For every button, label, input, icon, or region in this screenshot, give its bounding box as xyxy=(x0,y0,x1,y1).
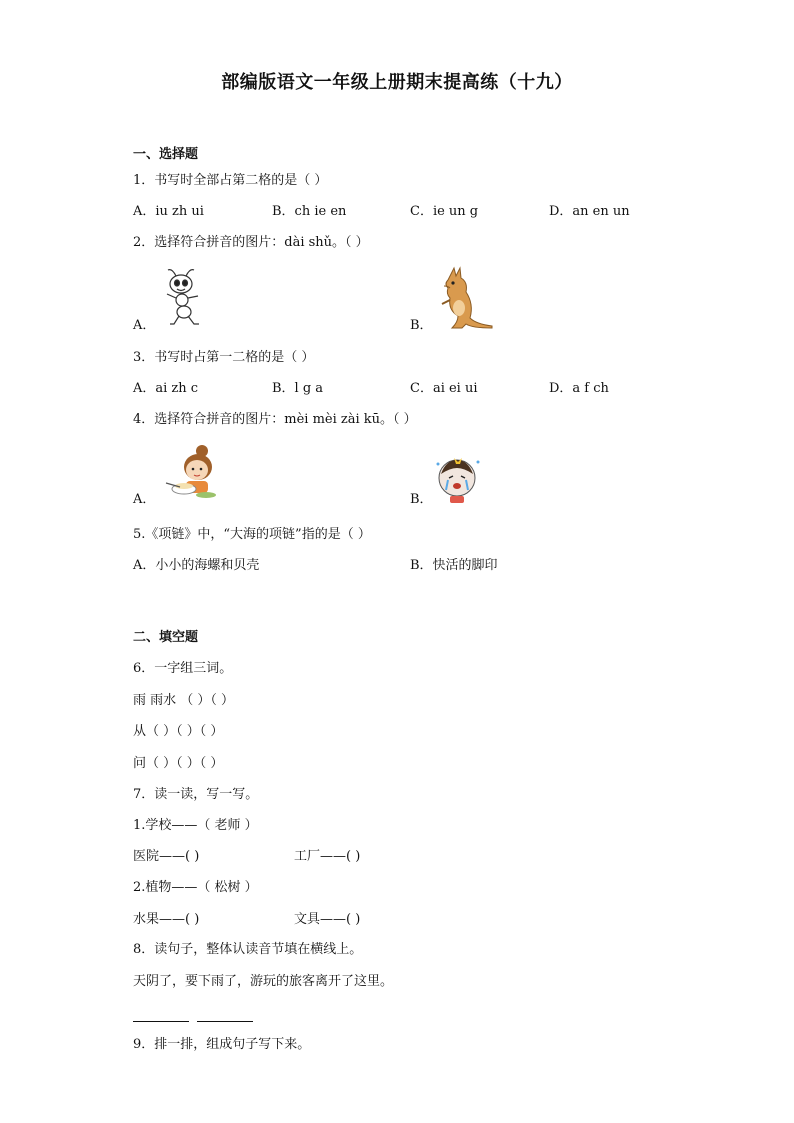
question-4-option-a[interactable]: A． xyxy=(133,492,156,507)
question-6-line-3[interactable]: 问（ ）（ ）（ ） xyxy=(133,756,224,771)
question-1-option-a[interactable]: A．iu zh ui xyxy=(133,204,204,219)
question-5-option-b[interactable]: B．快活的脚印 xyxy=(410,558,498,573)
question-7-stem: 7．读一读，写一写。 xyxy=(133,787,259,802)
section-heading-fill-in: 二、填空题 xyxy=(133,630,199,645)
question-9-stem: 9．排一排，组成句子写下来。 xyxy=(133,1037,311,1052)
question-7-blank-fruit[interactable]: 水果——( ) xyxy=(133,912,200,927)
question-2-option-a[interactable]: A． xyxy=(133,318,156,333)
question-5-stem: 5.《项链》中，“大海的项链”指的是（ ） xyxy=(133,527,371,542)
question-8-answer-lines[interactable] xyxy=(133,1004,253,1022)
question-6-line-2[interactable]: 从（ ）（ ）（ ） xyxy=(133,724,224,739)
question-3-option-d[interactable]: D．a f ch xyxy=(549,381,609,396)
question-3-option-a[interactable]: A．ai zh c xyxy=(133,381,199,396)
question-7-blank-factory[interactable]: 工厂——( ) xyxy=(294,849,361,864)
question-7-example-1: 1.学校——（ 老师 ） xyxy=(133,818,258,833)
page-title: 部编版语文一年级上册期末提高练（十九） xyxy=(221,72,573,93)
question-5-option-a[interactable]: A．小小的海螺和贝壳 xyxy=(133,558,260,573)
question-7-blank-stationery[interactable]: 文具——( ) xyxy=(294,912,361,927)
question-8-stem: 8．读句子，整体认读音节填在横线上。 xyxy=(133,942,363,957)
question-3-option-c[interactable]: C．ai ei ui xyxy=(410,381,478,396)
question-1-option-b[interactable]: B．ch ie en xyxy=(272,204,347,219)
question-2-stem: 2．选择符合拼音的图片：dài shǔ。（ ） xyxy=(133,235,369,250)
question-2-option-b[interactable]: B． xyxy=(410,318,433,333)
section-heading-choice: 一、选择题 xyxy=(133,147,199,162)
question-3-option-b[interactable]: B．l g a xyxy=(272,381,324,396)
question-6-stem: 6．一字组三词。 xyxy=(133,661,233,676)
kangaroo-cartoon-image[interactable] xyxy=(432,264,496,330)
question-1-option-c[interactable]: C．ie un g xyxy=(410,204,479,219)
question-8-sentence: 天阴了，要下雨了，游玩的旅客离开了这里。 xyxy=(133,974,394,989)
question-4-stem: 4．选择符合拼音的图片：mèi mèi zài kū。（ ） xyxy=(133,412,417,427)
ant-cartoon-image[interactable] xyxy=(162,266,206,328)
answer-blank-1[interactable] xyxy=(133,1007,189,1022)
question-7-example-2: 2.植物——（ 松树 ） xyxy=(133,880,258,895)
answer-blank-2[interactable] xyxy=(197,1007,253,1022)
question-6-line-1[interactable]: 雨 雨水 （ ）（ ） xyxy=(133,693,235,708)
question-3-stem: 3．书写时占第一二格的是（ ） xyxy=(133,350,315,365)
crying-girl-cartoon-image[interactable] xyxy=(432,452,484,504)
question-1-option-d[interactable]: D．an en un xyxy=(549,204,630,219)
question-4-option-b[interactable]: B． xyxy=(410,492,433,507)
question-7-blank-hospital[interactable]: 医院——( ) xyxy=(133,849,200,864)
question-1-stem: 1．书写时全部占第二格的是（ ） xyxy=(133,173,328,188)
girl-eating-cartoon-image[interactable] xyxy=(160,443,220,501)
